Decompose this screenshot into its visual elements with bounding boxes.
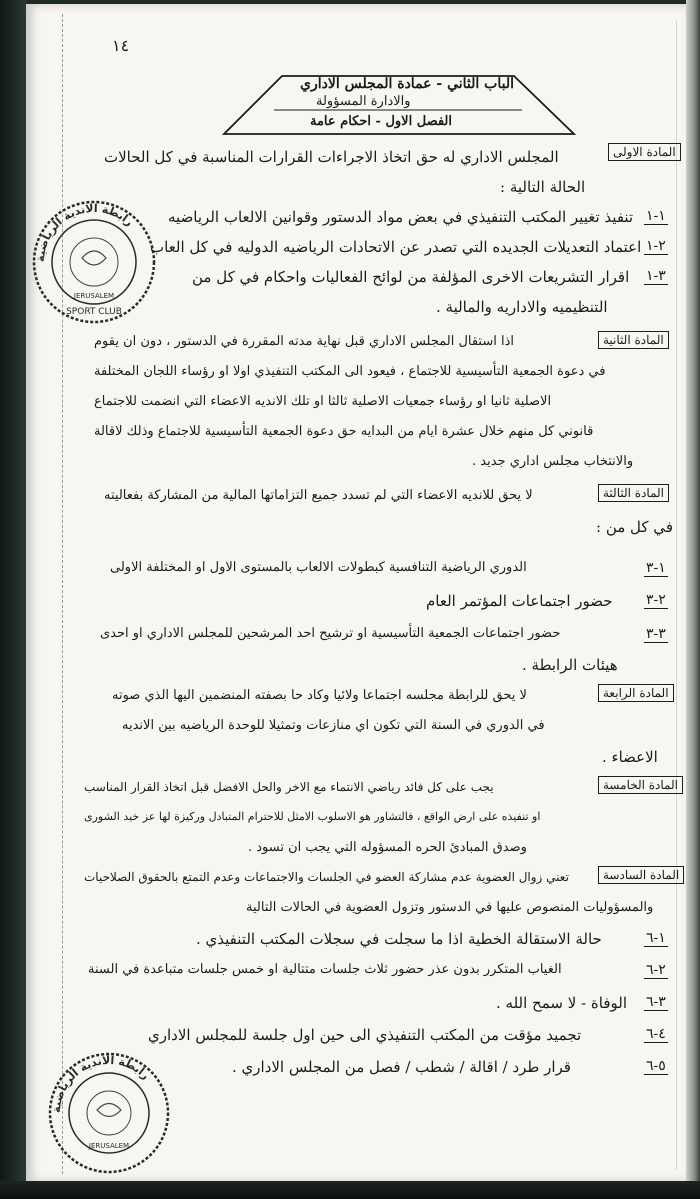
- stamp-latin-text: SPORT CLUB: [66, 307, 122, 317]
- item-text: حالة الاستقالة الخطية اذا ما سجلت في سجلات المكتب التنفيذي .: [196, 930, 602, 948]
- article-label: المادة السادسة: [598, 866, 684, 884]
- item-number: ٣-٣: [646, 626, 666, 642]
- heading-line-1: الباب الثاني - عمادة المجلس الاداري: [300, 76, 514, 92]
- page-number: ١٤: [112, 36, 130, 55]
- article-line: الاعضاء .: [602, 748, 658, 766]
- item-number: ١-١: [646, 208, 666, 224]
- club-stamp-lower: [46, 1050, 172, 1176]
- item-text: هيئات الرابطة .: [522, 656, 618, 674]
- item-number: ٣-٦: [646, 994, 666, 1010]
- article-label: المادة الثانية: [598, 331, 669, 349]
- club-stamp-upper: [30, 198, 158, 326]
- article-line: في كل من :: [596, 518, 673, 536]
- stamp-arabic-text: رابطة الاندية الرياضية: [33, 201, 136, 263]
- article-label: المادة الثالثة: [598, 484, 669, 502]
- item-text: اقرار التشريعات الاخرى المؤلفة من لوائح الفعاليات واحكام في كل من: [192, 268, 630, 286]
- article-line: لا يحق للرابطة مجلسه اجتماعا ولائيا وكاد حا بصفته المنضمين اليها الذي صوته: [112, 688, 527, 703]
- article-label: المادة الرابعة: [598, 684, 674, 702]
- stamp-city-text: JERUSALEM: [88, 1142, 130, 1150]
- article-line: قانوني كل منهم خلال عشرة ايام من البدايه حق دعوة الجمعية التأسيسية للاجتماع وذلك لاقالة: [94, 424, 594, 439]
- book-bottom-edge: [0, 1181, 700, 1199]
- heading-line-3: الفصل الاول - احكام عامة: [310, 114, 453, 129]
- item-number: ١-٣: [646, 560, 666, 576]
- item-number: ٣-١: [646, 268, 666, 284]
- heading-line-2: والادارة المسؤولة: [316, 94, 411, 109]
- item-text: الدوري الرياضية التنافسية كبطولات الالعاب بالمستوى الاول او المختلفة الاولى: [110, 560, 527, 575]
- item-number: ٤-٦: [646, 1026, 666, 1042]
- article-line: اذا استقال المجلس الاداري قبل نهاية مدته المقررة في الدستور ، دون ان يقوم: [94, 334, 515, 349]
- article-label: المادة الخامسة: [598, 776, 683, 794]
- item-text: حضور اجتماعات الجمعية التأسيسية او ترشيح احد المرشحين للمجلس الاداري او احدى: [100, 626, 561, 641]
- item-text: قرار طرد / اقالة / شطب / فصل من المجلس الاداري .: [232, 1058, 571, 1076]
- item-text: اعتماد التعديلات الجديده التي تصدر عن الاتحادات الرياضيه الدوليه في كل العاب: [150, 238, 642, 256]
- margin-line: [62, 14, 63, 1174]
- article-line: المجلس الاداري له حق اتخاذ الاجراءات القرارات المناسبة في كل الحالات: [104, 148, 559, 166]
- right-margin-line: [676, 20, 677, 1170]
- item-number: ٢-٦: [646, 962, 666, 978]
- article-line: وصدق المبادئ الحره المسؤوله التي يجب ان تسود .: [248, 840, 527, 855]
- article-line: يجب على كل فائد رياضي الانتماء مع الاخر والحل الافضل قبل اتخاذ القرار المناسب: [84, 780, 494, 794]
- item-number: ٢-٣: [646, 592, 666, 608]
- article-line: الاصلية ثانيا او رؤساء جمعيات الاصلية ثالثا او تلك الانديه الاعضاء التي انضمت للاجتماع: [94, 394, 552, 409]
- item-text: تجميد مؤقت من المكتب التنفيذي الى حين اول جلسة للمجلس الاداري: [148, 1026, 582, 1044]
- article-line: والمسؤوليات المنصوص عليها في الدستور وتزول العضوية في الحالات التالية: [246, 900, 654, 915]
- stamp-city-text: JERUSALEM: [73, 292, 115, 300]
- item-text: الغياب المتكرر بدون عذر حضور ثلاث جلسات متتالية او خمس جلسات متباعدة في السنة: [88, 962, 562, 977]
- article-line: في دعوة الجمعية التأسيسية للاجتماع ، فيعود الى المكتب التنفيذي اولا او رؤساء اللجان المختلفة: [94, 364, 606, 379]
- article-line: والانتخاب مجلس اداري جديد .: [472, 454, 634, 469]
- page-edge: [686, 0, 700, 1199]
- svg-text:رابطة الاندية الرياضية: [34, 202, 136, 262]
- item-text: حضور اجتماعات المؤتمر العام: [426, 592, 613, 610]
- item-text: التنظيميه والاداريه والمالية .: [436, 298, 608, 316]
- item-number: ٢-١: [646, 238, 666, 254]
- item-number: ١-٦: [646, 930, 666, 946]
- article-line: تعني زوال العضوية عدم مشاركة العضو في الجلسات والاجتماعات وعدم التمتع بالحقوق الصلاحيات: [84, 870, 569, 884]
- stamp-arabic-text: رابطة الاندية الرياضية: [49, 1053, 153, 1114]
- item-text: الوفاة - لا سمح الله .: [496, 994, 627, 1012]
- item-number: ٥-٦: [646, 1058, 666, 1074]
- article-line: في الدوري في السنة التي تكون اي منازعات وتمثيلا للوحدة الرياضيه بين الانديه: [122, 718, 545, 733]
- article-line: الحالة التالية :: [500, 178, 586, 196]
- article-line: لا يحق للانديه الاعضاء التي لم تسدد جميع التزاماتها المالية من المشاركة بفعاليته: [104, 488, 533, 503]
- article-line: او تنفيذه على ارض الواقع ، فالتشاور هو الاسلوب الامثل للاحترام المتبادل وركيزة لها عز خيد الشورى: [84, 810, 541, 823]
- book-binding: [0, 0, 26, 1199]
- item-text: تنفيذ تغيير المكتب التنفيذي في بعض مواد الدستور وقوانين الالعاب الرياضيه: [168, 208, 634, 226]
- article-label: المادة الاولى: [608, 143, 681, 161]
